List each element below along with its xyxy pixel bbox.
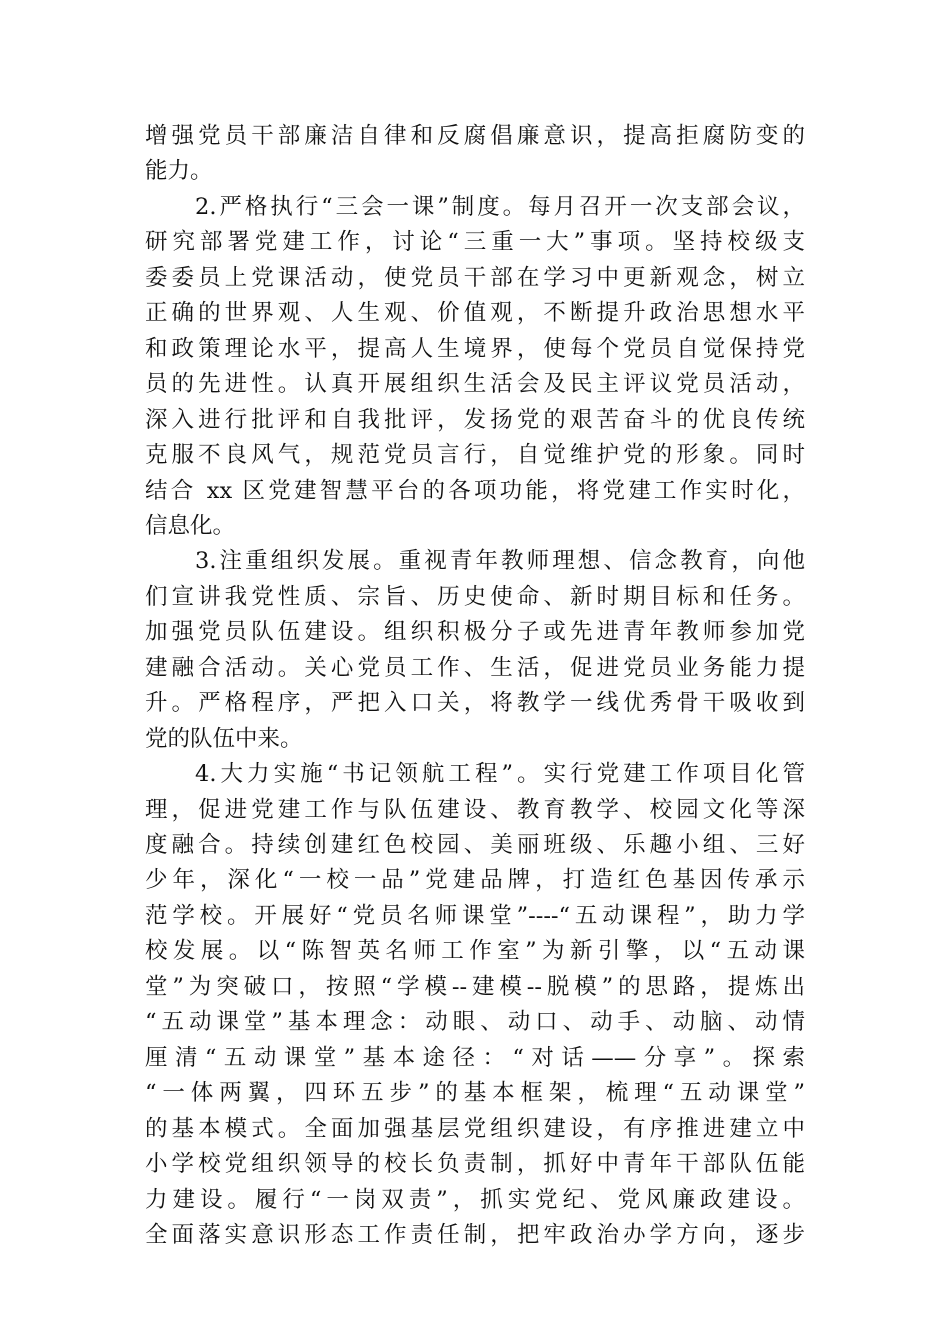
text-line: 委委员上党课活动，使党员干部在学习中更新观念，树立 <box>145 264 805 291</box>
text-line: 力建设。履行“一岗双责”，抓实党纪、党风廉政建设。 <box>145 1186 805 1213</box>
text-line: 升。严格程序，严把入口关，将教学一线优秀骨干吸收到 <box>145 690 805 717</box>
text-line: 能力。 <box>145 158 213 185</box>
text-line: 党的队伍中来。 <box>145 725 303 752</box>
text-line: 的基本模式。全面加强基层党组织建设，有序推进建立中 <box>145 1115 805 1142</box>
text-line: “一体两翼，四环五步”的基本框架，梳理“五动课堂” <box>145 1080 805 1107</box>
text-line: 3.注重组织发展。重视青年教师理想、信念教育，向他 <box>195 548 805 575</box>
text-line: 4.大力实施“书记领航工程”。实行党建工作项目化管 <box>195 761 805 788</box>
text-line: 2.严格执行“三会一课”制度。每月召开一次支部会议， <box>195 193 805 220</box>
text-line: 全面落实意识形态工作责任制，把牢政治办学方向，逐步 <box>145 1221 805 1248</box>
text-line: 校发展。以“陈智英名师工作室”为新引擎，以“五动课 <box>145 938 805 965</box>
text-line: 信息化。 <box>145 512 236 539</box>
text-line: 少年，深化“一校一品”党建品牌，打造红色基因传承示 <box>145 867 805 894</box>
text-line: “五动课堂”基本理念：动眼、动口、动手、动脑、动情 <box>145 1009 805 1036</box>
text-line: 克服不良风气，规范党员言行，自觉维护党的形象。同时 <box>145 442 805 469</box>
text-line: 正确的世界观、人生观、价值观，不断提升政治思想水平 <box>145 300 805 327</box>
text-line: 研究部署党建工作，讨论“三重一大”事项。坚持校级支 <box>145 229 805 256</box>
text-line: 加强党员队伍建设。组织积极分子或先进青年教师参加党 <box>145 619 805 646</box>
text-line: 建融合活动。关心党员工作、生活，促进党员业务能力提 <box>145 654 805 681</box>
text-line: 堂”为突破口，按照“学模--建模--脱模”的思路，提炼出 <box>145 973 805 1000</box>
text-line: 和政策理论水平，提高人生境界，使每个党员自觉保持党 <box>145 335 805 362</box>
text-line: 员的先进性。认真开展组织生活会及民主评议党员活动， <box>145 371 805 398</box>
text-line: 厘清“五动课堂”基本途径：“对话——分享”。探索 <box>145 1044 805 1071</box>
text-line: 理，促进党建工作与队伍建设、教育教学、校园文化等深 <box>145 796 805 823</box>
text-line: 们宣讲我党性质、宗旨、历史使命、新时期目标和任务。 <box>145 583 805 610</box>
text-line: 度融合。持续创建红色校园、美丽班级、乐趣小组、三好 <box>145 832 805 858</box>
text-line: 深入进行批评和自我批评，发扬党的艰苦奋斗的优良传统 <box>145 406 805 433</box>
text-line: 结合 xx 区党建智慧平台的各项功能，将党建工作实时化， <box>145 477 805 504</box>
text-line: 范学校。开展好“党员名师课堂”----“五动课程”，助力学 <box>145 902 805 929</box>
text-line: 小学校党组织领导的校长负责制，抓好中青年干部队伍能 <box>145 1151 805 1178</box>
text-line: 增强党员干部廉洁自律和反腐倡廉意识，提高拒腐防变的 <box>145 123 805 149</box>
